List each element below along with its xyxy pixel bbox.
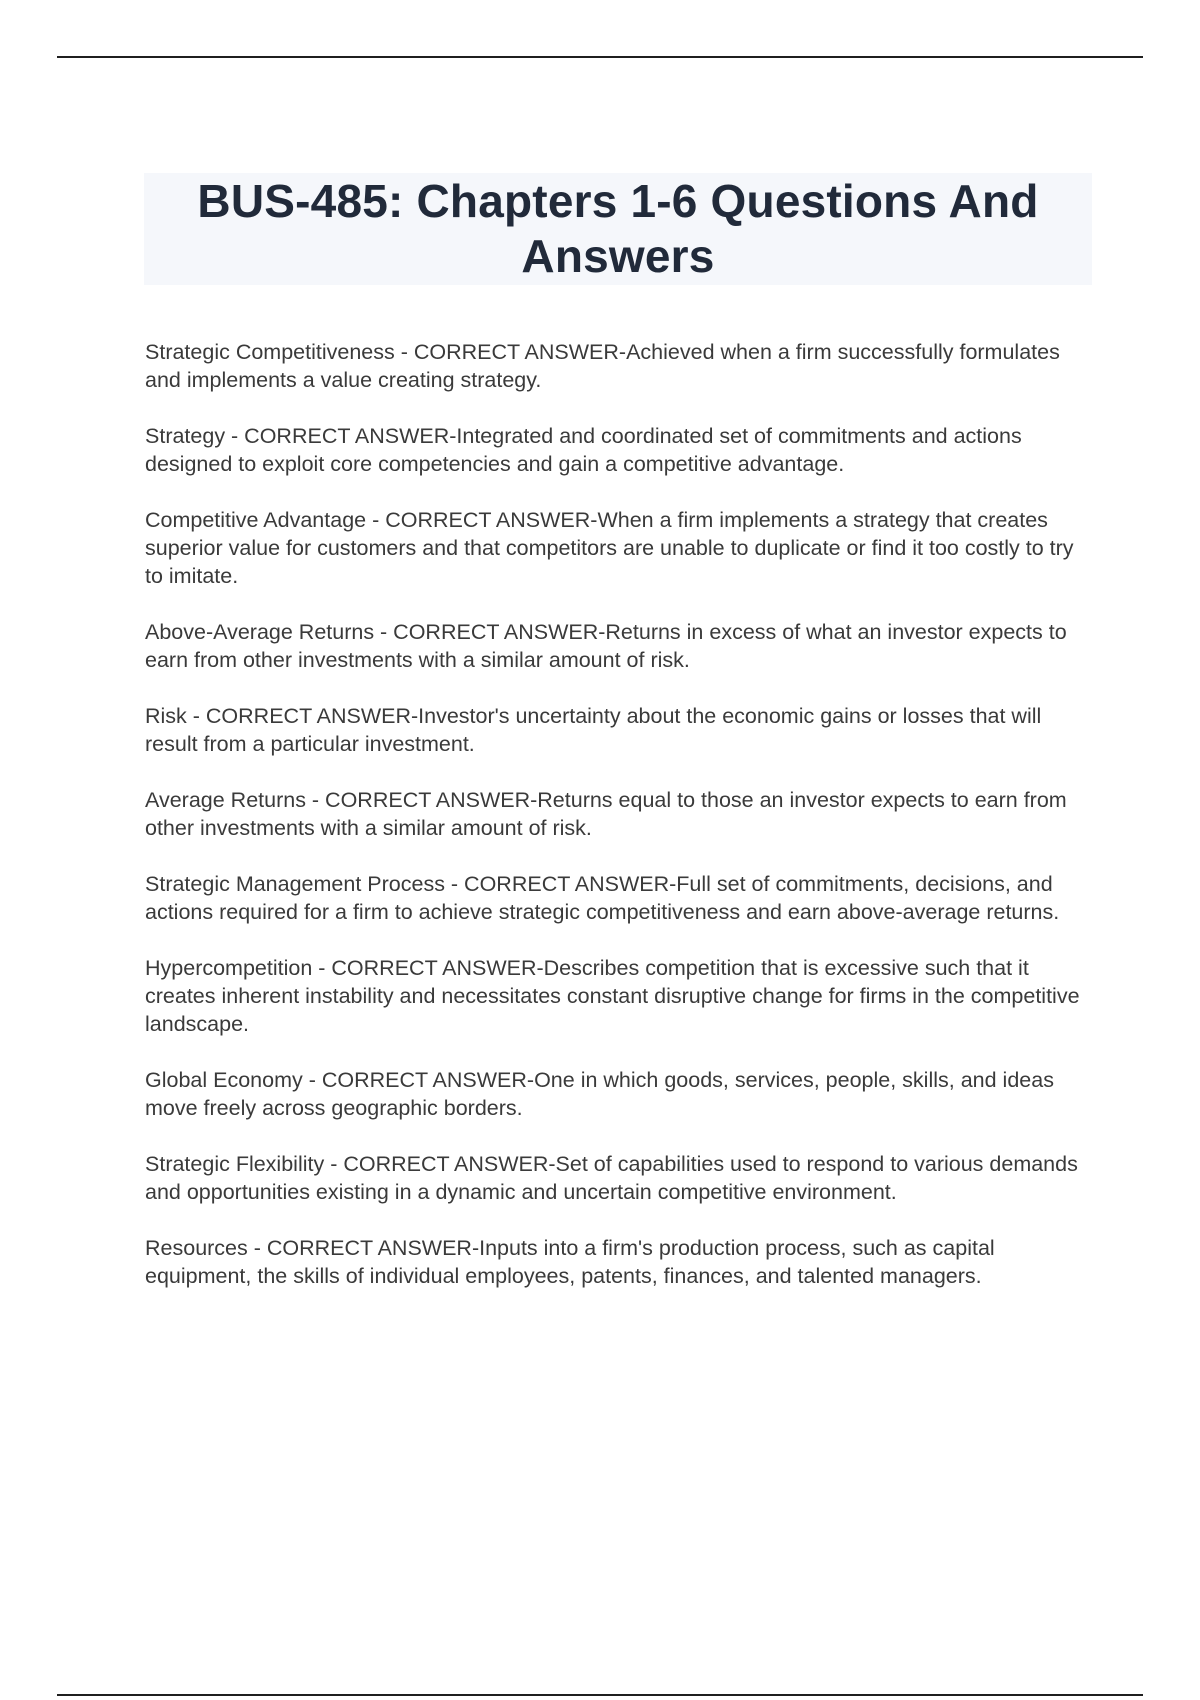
document-title: BUS-485: Chapters 1-6 Questions And Answers [197,175,1039,282]
qa-entry: Hypercompetition - CORRECT ANSWER-Describes competition that is excessive such that it creates inherent instability and necessitates constant disruptive change for firms in the competitive landscape. [145,956,1080,1036]
top-rule [57,56,1143,58]
qa-entry: Above-Average Returns - CORRECT ANSWER-Returns in excess of what an investor expects to earn from other investments with a similar amount of risk. [145,620,1067,672]
qa-entry: Resources - CORRECT ANSWER-Inputs into a firm's production process, such as capital equipment, the skills of individual employees, patents, finances, and talented managers. [145,1236,995,1288]
qa-entry: Risk - CORRECT ANSWER-Investor's uncertainty about the economic gains or losses that will result from a particular investment. [145,704,1042,756]
bottom-rule [57,1694,1143,1696]
qa-list [145,338,1090,1318]
title-banner [144,173,1092,285]
qa-entry: Strategic Competitiveness - CORRECT ANSWER-Achieved when a firm successfully formulates and implements a value creating strategy. [145,340,1060,392]
qa-entry: Strategy - CORRECT ANSWER-Integrated and coordinated set of commitments and actions designed to exploit core competencies and gain a competitive advantage. [145,424,1022,476]
qa-entry: Strategic Flexibility - CORRECT ANSWER-Set of capabilities used to respond to various demands and opportunities existing in a dynamic and uncertain competitive environment. [145,1152,1078,1204]
qa-entry: Strategic Management Process - CORRECT ANSWER-Full set of commitments, decisions, and actions required for a firm to achieve strategic competitiveness and earn above-average returns. [145,872,1060,924]
qa-entry: Global Economy - CORRECT ANSWER-One in which goods, services, people, skills, and ideas move freely across geographic borders. [145,1068,1054,1120]
qa-entry: Average Returns - CORRECT ANSWER-Returns equal to those an investor expects to earn from other investments with a similar amount of risk. [145,788,1067,840]
qa-entry: Competitive Advantage - CORRECT ANSWER-When a firm implements a strategy that creates superior value for customers and that competitors are unable to duplicate or find it too costly to try to imitate. [145,508,1074,588]
